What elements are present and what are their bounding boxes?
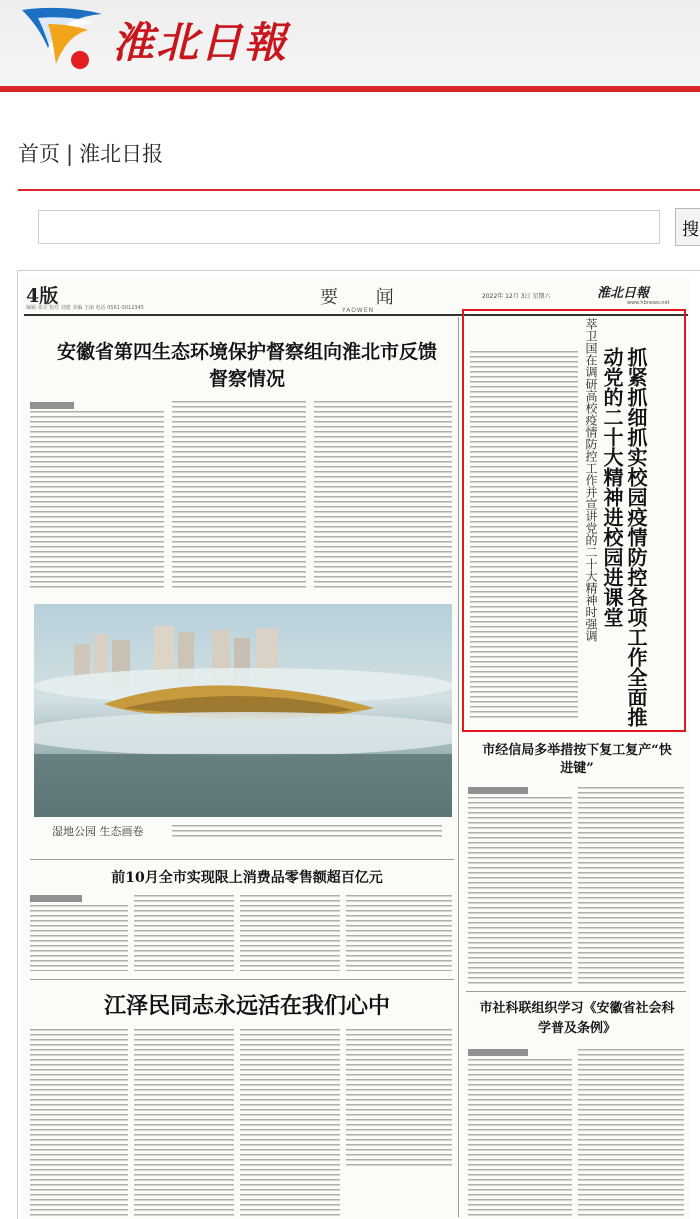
- page-date: 2022年 12月 3日 星期六: [482, 293, 551, 300]
- main-headline[interactable]: 安徽省第四生态环境保护督察组向淮北市反馈督察情况: [56, 341, 437, 390]
- main-text-col-1: [30, 411, 164, 591]
- wetland-park-photo[interactable]: [34, 604, 452, 817]
- divider-2: [30, 979, 454, 980]
- social-byline: [468, 1049, 528, 1056]
- newspaper-page[interactable]: [22, 277, 690, 1219]
- site-logo-text[interactable]: 淮北日報: [112, 18, 289, 67]
- photo-caption: 湿地公园 生态画卷: [52, 825, 144, 838]
- social-text-col-1: [468, 1059, 572, 1219]
- breadcrumb: [18, 138, 163, 168]
- retail-text-col-1: [30, 905, 128, 971]
- photo-note: [172, 825, 442, 837]
- column-separator: [458, 317, 459, 1217]
- breadcrumb-home-link[interactable]: 首页: [18, 142, 60, 166]
- divider-3: [466, 991, 686, 992]
- page-number: 4版: [26, 285, 59, 307]
- main-text-col-3: [314, 401, 452, 591]
- feature-headline[interactable]: 抓紧抓细抓实校园疫情防控各项工作全面推动党的二十大精神进校园进课堂: [600, 347, 648, 727]
- section-name-en: YAOWEN: [342, 307, 375, 314]
- retail-text-col-4: [346, 895, 452, 971]
- feature-text: [470, 351, 578, 721]
- econ-byline: [468, 787, 528, 794]
- social-text-col-2: [578, 1049, 684, 1219]
- search-input[interactable]: [38, 210, 660, 244]
- page-brand: 淮北日報: [597, 286, 650, 301]
- econ-bureau-headline[interactable]: 市经信局多举措按下复工复产“快进键”: [482, 743, 672, 776]
- swoosh-logo-icon[interactable]: [18, 4, 104, 74]
- main-byline: [30, 402, 74, 409]
- memorial-text-col-2: [134, 1029, 234, 1219]
- econ-text-col-2: [578, 787, 684, 985]
- econ-text-col-1: [468, 797, 572, 985]
- divider-1: [30, 859, 454, 860]
- search-button[interactable]: 搜: [675, 208, 700, 246]
- main-text-col-2: [172, 401, 306, 591]
- memorial-text-col-4: [346, 1029, 452, 1169]
- feature-lead-line: 萃卫国在调研高校疫情防控工作并宣讲党的二十大精神时强调: [584, 318, 598, 642]
- retail-sales-headline[interactable]: 前10月全市实现限上消费品零售额超百亿元: [111, 870, 383, 886]
- page-url: www.hbnews.net: [627, 300, 670, 306]
- retail-text-col-2: [134, 895, 234, 971]
- memorial-text-col-3: [240, 1029, 340, 1219]
- photo-scene: [34, 604, 452, 817]
- breadcrumb-separator: |: [66, 142, 74, 166]
- social-science-headline[interactable]: 市社科联组织学习《安徽省社会科学普及条例》: [479, 1001, 675, 1036]
- retail-byline: [30, 895, 82, 902]
- memorial-text-col-1: [30, 1029, 128, 1219]
- page-meta-line: 编辑 张亮 校对 刘建 美编 王丽 电话 0561-3012345: [26, 305, 144, 311]
- section-name: 要 闻: [320, 287, 410, 308]
- site-header: [0, 0, 700, 92]
- header-divider: [0, 86, 700, 92]
- memorial-headline[interactable]: 江泽民同志永远活在我们心中: [103, 993, 390, 1019]
- retail-text-col-3: [240, 895, 340, 971]
- breadcrumb-divider: [18, 189, 700, 191]
- breadcrumb-current-link[interactable]: 淮北日报: [79, 142, 164, 166]
